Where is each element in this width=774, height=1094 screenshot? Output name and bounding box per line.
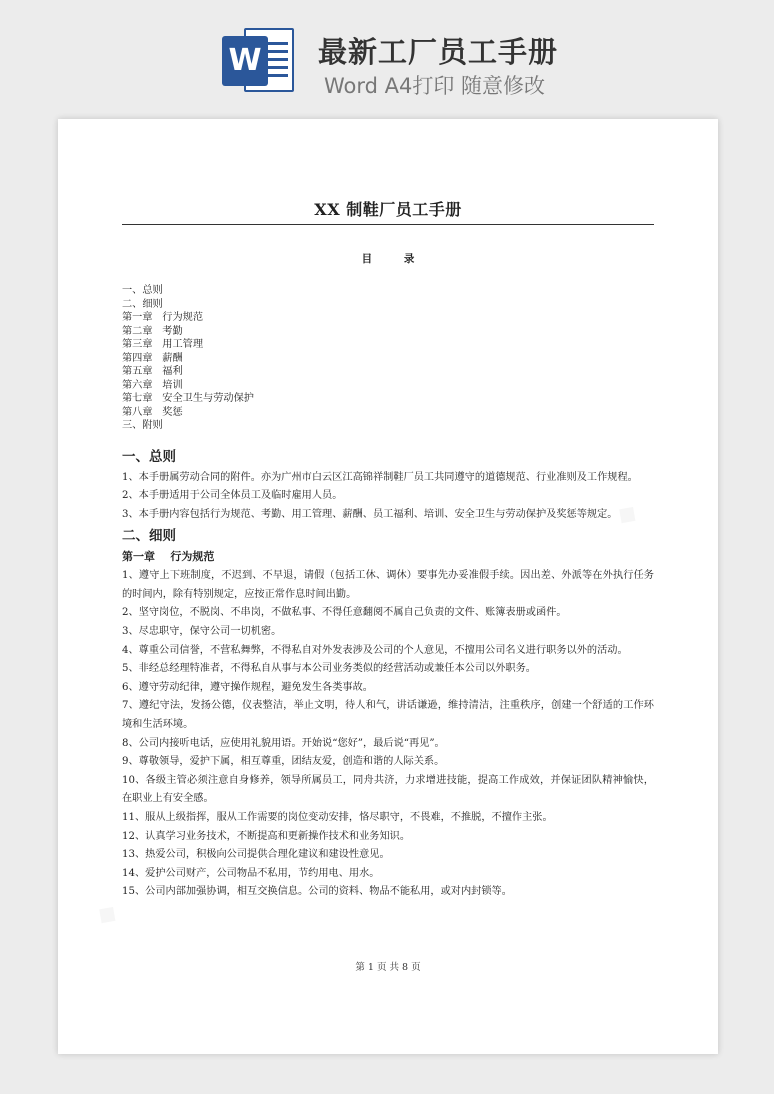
paragraph: 15、公司内部加强协调，相互交换信息。公司的资料、物品不能私用，或对内封锁等。 (122, 886, 512, 898)
page-footer: 第 1 页 共 8 页 (355, 962, 421, 973)
toc-item: 二、细则 (122, 298, 163, 310)
toc-item: 第八章 奖惩 (122, 406, 183, 418)
paragraph: 13、热爱公司，积极向公司提供合理化建议和建设性意见。 (122, 849, 390, 861)
banner-title: 最新工厂员工手册 (318, 35, 559, 69)
paragraph: 9、尊敬领导，爱护下属，相互尊重，团结友爱，创造和谐的人际关系。 (122, 756, 445, 768)
toc-item: 第一章 行为规范 (122, 312, 204, 323)
paragraph: 1、本手册属劳动合同的附件。亦为广州市白云区江高锦祥制鞋厂员工共同遵守的道德规范、行业准则及工作规程。 (122, 471, 638, 483)
paragraph: 3、尽忠职守，保守公司一切机密。 (122, 626, 282, 638)
toc-item: 第六章 培训 (122, 379, 183, 391)
toc-item: 三、附则 (122, 420, 163, 431)
paragraph: 2、本手册适用于公司全体员工及临时雇用人员。 (122, 490, 343, 502)
paragraph: 8、公司内接听电话，应使用礼貌用语。开始说“您好”，最后说“再见”。 (122, 737, 445, 749)
word-icon-letter: W (222, 36, 268, 86)
paragraph: 14、爱护公司财产，公司物品不私用，节约用电、用水。 (122, 867, 380, 879)
paragraph: 2、坚守岗位，不脱岗、不串岗，不做私事、不得任意翻阅不属自己负责的文件、账簿表册或函件。 (122, 607, 567, 619)
paragraph: 1、遵守上下班制度，不迟到、不早退，请假（包括工休、调休）要事先办妥准假手续。因出差、外派等在外执行任务的时间内，除有特别规定，应按正常作息时间出勤。 (122, 570, 654, 600)
header-banner (0, 0, 774, 110)
document-title: XX 制鞋厂员工手册 (122, 197, 654, 225)
toc-item: 第七章 安全卫生与劳动保护 (122, 393, 254, 404)
toc-title: 目 录 (361, 253, 429, 265)
toc-item: 第三章 用工管理 (122, 339, 204, 350)
toc-item: 一、总则 (122, 285, 163, 296)
chapter-heading: 第一章 行为规范 (122, 550, 215, 564)
toc-item: 第二章 考勤 (122, 325, 183, 337)
paragraph: 6、遵守劳动纪律，遵守操作规程，避免发生各类事故。 (122, 681, 373, 693)
section-heading: 一、总则 (122, 448, 176, 465)
section-heading: 二、细则 (122, 528, 176, 545)
table-of-contents (122, 284, 654, 433)
toc-item: 第四章 薪酬 (122, 352, 183, 364)
paragraph: 5、非经总经理特准者，不得私自从事与本公司业务类似的经营活动或兼任本公司以外职务。 (122, 663, 536, 675)
paragraph: 3、本手册内容包括行为规范、考勤、用工管理、薪酬、员工福利、培训、安全卫生与劳动保护及奖惩等规定。 (122, 508, 618, 520)
paragraph: 11、服从上级指挥，服从工作需要的岗位变动安排，恪尽职守，不畏难，不推脱，不擅作主张。 (122, 812, 553, 823)
watermark (91, 896, 125, 932)
paragraph: 10、各级主管必须注意自身修养，领导所属员工，同舟共济，力求增进技能，提高工作成效，并保证团队精神愉快，在职业上有安全感。 (122, 774, 654, 805)
document-page (58, 119, 718, 1054)
paragraph: 12、认真学习业务技术，不断提高和更新操作技术和业务知识。 (122, 830, 411, 842)
word-icon (222, 22, 294, 96)
paragraph: 4、尊重公司信誉，不营私舞弊，不得私自对外发表涉及公司的个人意见，不擅用公司名义进行职务以外的活动。 (122, 644, 628, 656)
toc-item: 第五章 福利 (122, 366, 183, 377)
document-body (122, 197, 654, 902)
paragraph: 7、遵纪守法，发扬公德，仪表整洁，举止文明，待人和气，讲话谦逊，维持清洁，注重秩序，创建一个舒适的工作环境和生活环境。 (122, 700, 654, 731)
banner-subtitle: Word A4打印 随意修改 (324, 74, 546, 98)
